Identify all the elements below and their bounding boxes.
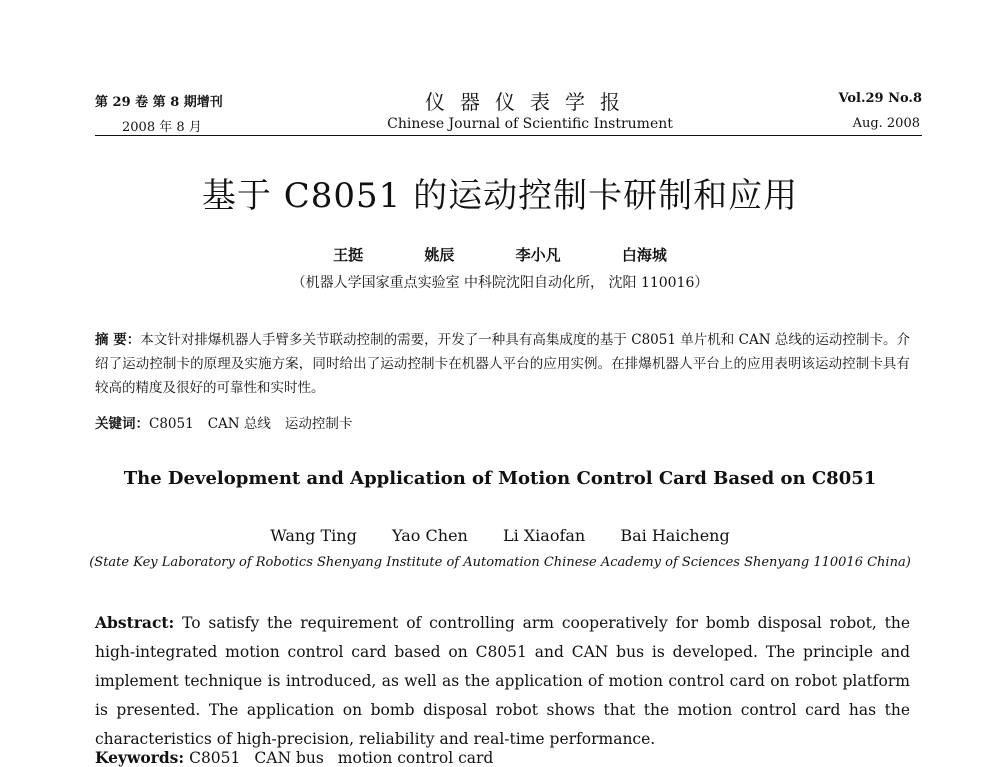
abstract-en-text: To satisfy the requirement of controlling arm cooperatively for bomb disposal robot, the high-integrated motion control card based on C8051 and CAN bus is developed. The principle and implement technique is introduced, as well as the application of motion control card on robot platform is presented. The application on bomb disposal robot shows that the motion control card has the characteristics of high-precision, reliability and real-time performance. [95, 614, 910, 748]
paper-title-cn: 基于 C8051 的运动控制卡研制和应用 [201, 176, 799, 216]
author-en: Li Xiaofan [502, 526, 586, 545]
keywords-en-label: Keywords: [95, 748, 185, 767]
authors-en [0, 526, 1000, 545]
paper-title-en: The Development and Application of Motion Control Card Based on C8051 [123, 468, 877, 489]
abstract-en [95, 608, 910, 754]
author-cn: 姚辰 [424, 246, 455, 264]
keyword-cn: C8051 [149, 416, 194, 432]
volume-issue-en: Vol.29 No.8 [838, 91, 922, 106]
authors-cn [0, 244, 1000, 265]
keyword-en: C8051 [189, 749, 241, 767]
keywords-cn [95, 412, 366, 432]
abstract-cn [95, 328, 910, 400]
keywords-en [95, 748, 507, 767]
author-en: Wang Ting [270, 526, 357, 545]
keyword-en: motion control card [337, 749, 494, 767]
header-rule [95, 135, 922, 136]
author-cn: 白海城 [621, 246, 667, 264]
abstract-cn-label: 摘 要： [95, 332, 141, 348]
abstract-cn-text: 本文针对排爆机器人手臂多关节联动控制的需要，开发了一种具有高集成度的基于 C8051 单片机和 CAN 总线的运动控制卡。介绍了运动控制卡的原理及实施方案，同时给出了运动控制卡在机器人平台的应用实例。在排爆机器人平台上的应用表明该运动控制卡具有较高的精度及很好的可靠性和实时性。 [95, 332, 910, 396]
author-cn: 王挺 [333, 246, 364, 264]
journal-name-cn: 仪器仪表学报 [425, 90, 635, 114]
keyword-en: CAN bus [254, 749, 324, 767]
date-cn: 2008 年 8 月 [122, 120, 202, 135]
author-en: Yao Chen [391, 526, 468, 545]
affiliation-en: (State Key Laboratory of Robotics Shenyang Institute of Automation Chinese Academy of Sciences Shenyang 110016 China) [89, 555, 911, 570]
keyword-cn: 运动控制卡 [284, 416, 353, 432]
author-cn: 李小凡 [515, 246, 561, 264]
author-en: Bai Haicheng [620, 526, 730, 545]
affiliation-cn: （机器人学国家重点实验室 中科院沈阳自动化所， 沈阳 110016） [291, 275, 709, 291]
keywords-cn-label: 关键词： [95, 416, 149, 432]
keyword-cn: CAN 总线 [207, 416, 271, 432]
journal-name-en: Chinese Journal of Scientific Instrument [387, 116, 673, 132]
volume-issue-cn: 第 29 卷 第 8 期增刊 [95, 95, 223, 110]
abstract-en-label: Abstract: [95, 613, 175, 632]
date-en: Aug. 2008 [852, 116, 920, 131]
